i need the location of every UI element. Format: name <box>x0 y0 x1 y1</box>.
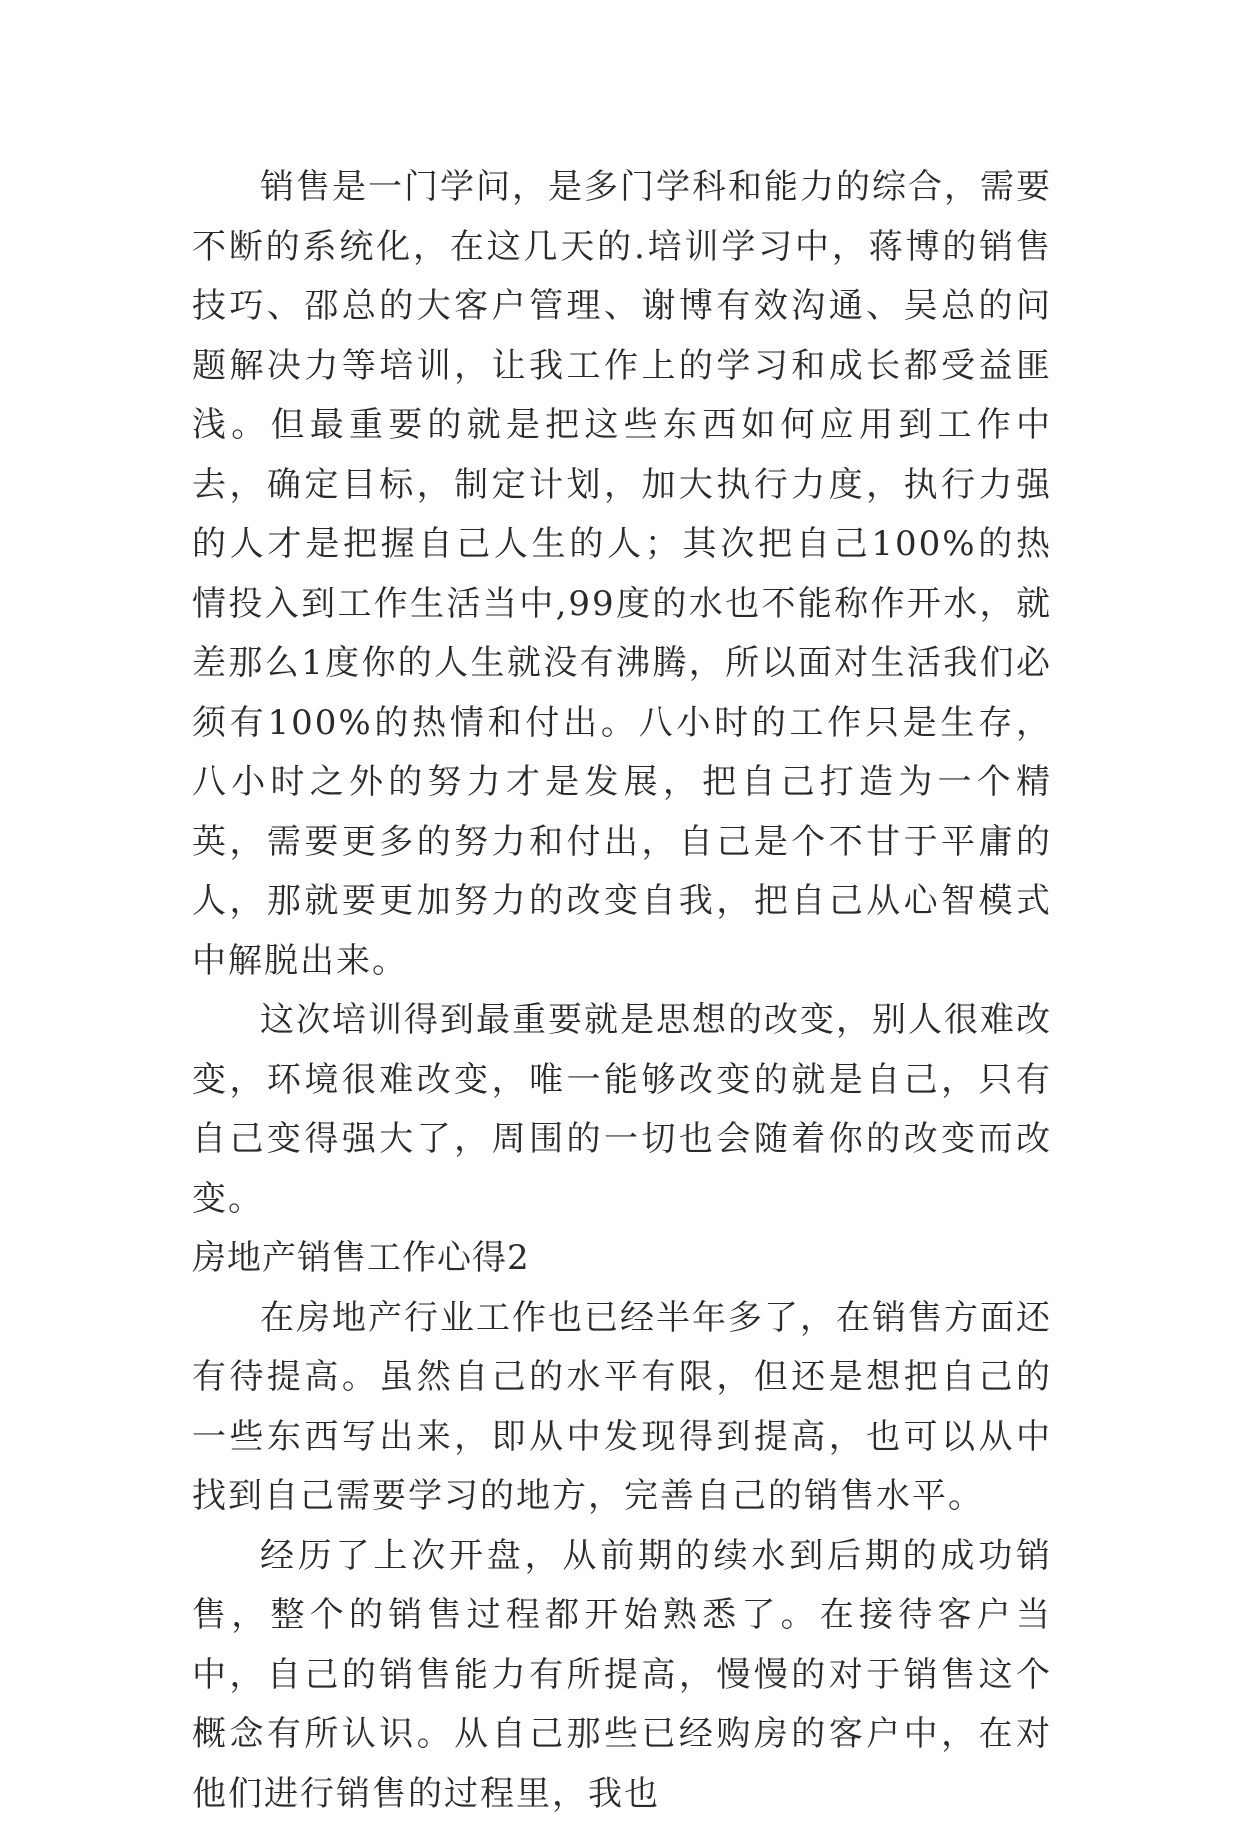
paragraph-opening-experience: 经历了上次开盘，从前期的续水到后期的成功销售，整个的销售过程都开始熟悉了。在接待客户当中，自己的销售能力有所提高，慢慢的对于销售这个概念有所认识。从自己那些已经购房的客户中，在对他们进行销售的过程里，我也 <box>192 1527 1052 1824</box>
paragraph-training-change: 这次培训得到最重要就是思想的改变，别人很难改变，环境很难改变，唯一能够改变的就是自己，只有自己变得强大了，周围的一切也会随着你的改变而改变。 <box>192 991 1052 1229</box>
document-body <box>192 158 1052 1824</box>
section-title: 房地产销售工作心得2 <box>192 1229 1052 1289</box>
paragraph-half-year: 在房地产行业工作也已经半年多了，在销售方面还有待提高。虽然自己的水平有限，但还是想把自己的一些东西写出来，即从中发现得到提高，也可以从中找到自己需要学习的地方，完善自己的销售水平。 <box>192 1289 1052 1527</box>
paragraph-sales-learning: 销售是一门学问，是多门学科和能力的综合，需要不断的系统化，在这几天的.培训学习中，蒋博的销售技巧、邵总的大客户管理、谢博有效沟通、吴总的问题解决力等培训，让我工作上的学习和成长都受益匪浅。但最重要的就是把这些东西如何应用到工作中去，确定目标，制定计划，加大执行力度，执行力强的人才是把握自己人生的人；其次把自己100%的热情投入到工作生活当中,99度的水也不能称作开水，就差那么1度你的人生就没有沸腾，所以面对生活我们必须有100%的热情和付出。八小时的工作只是生存，八小时之外的努力才是发展，把自己打造为一个精英，需要更多的努力和付出，自己是个不甘于平庸的人，那就要更加努力的改变自我，把自己从心智模式中解脱出来。 <box>192 158 1052 991</box>
